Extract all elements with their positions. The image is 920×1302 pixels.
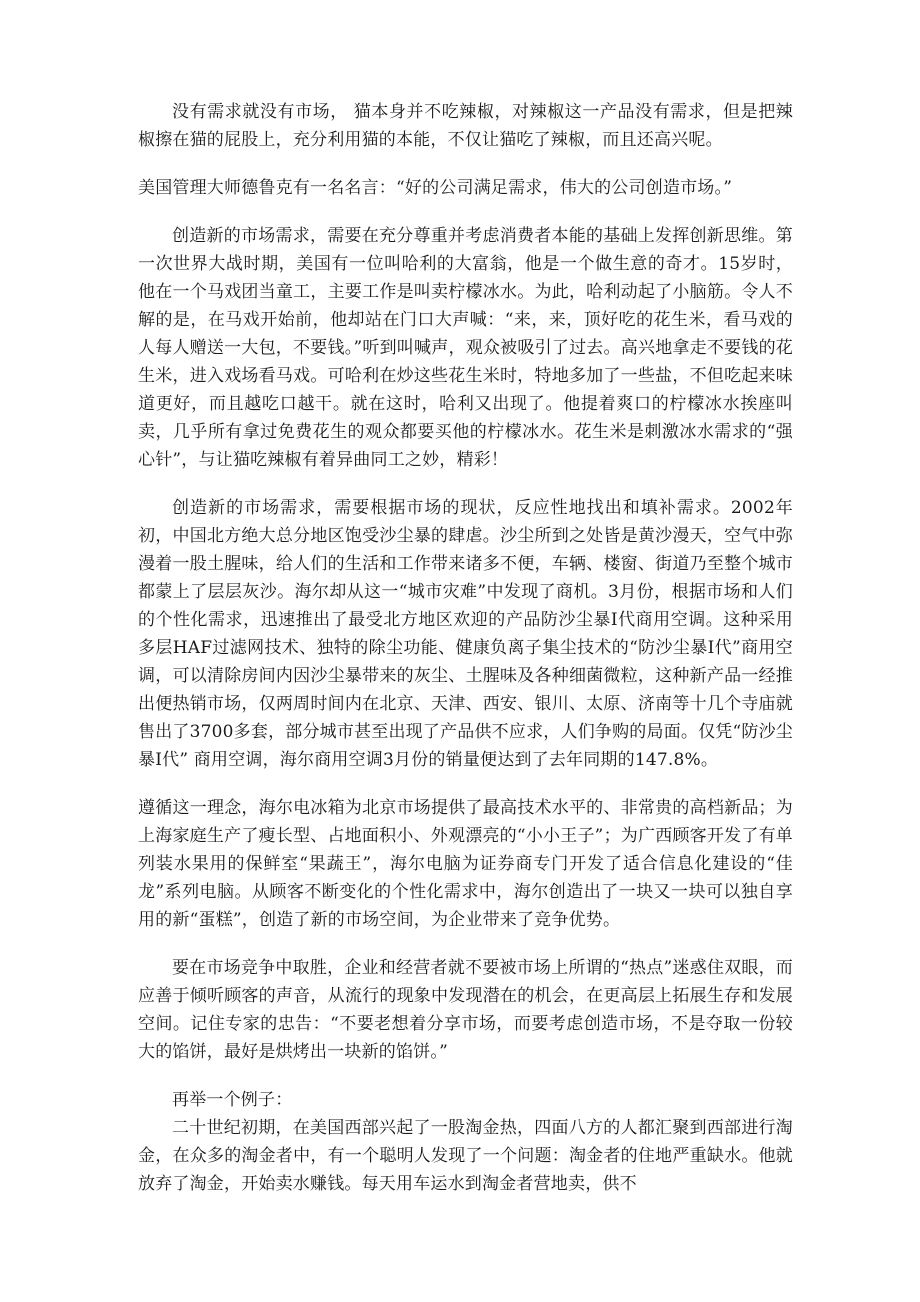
paragraph-haier-air-conditioner: 创造新的市场需求，需要根据市场的现状，反应性地找出和填补需求。2002年初，中国北方绝大总分地区饱受沙尘暴的肆虐。沙尘所到之处皆是黄沙漫天，空气中弥漫着一股土腥味，给人们的生活和工作带来诸多不便，车辆、楼窗、街道乃至整个城市都蒙上了层层灰沙。海尔却从这一“城市灾难”中发现了商机。3月份，根据市场和人们的个性化需求，迅速推出了最受北方地区欢迎的产品防沙尘暴Ⅰ代商用空调。这种采用多层HAF过滤网技术、独特的除尘功能、健康负离子集尘技术的“防沙尘暴Ⅰ代”商用空调，可以清除房间内因沙尘暴带来的灰尘、土腥味及各种细菌微粒，这种新产品一经推出便热销市场，仅两周时间内在北京、天津、西安、银川、太原、济南等十几个寺庙就售出了3700多套，部分城市甚至出现了产品供不应求，人们争购的局面。仅凭“防沙尘暴Ⅰ代” 商用空调，海尔商用空调3月份的销量便达到了去年同期的147.8%。 — [138, 498, 793, 770]
paragraph-haier-products: 遵循这一理念，海尔电冰箱为北京市场提供了最高技术水平的、非常贵的高档新品；为上海家庭生产了瘦长型、占地面积小、外观漂亮的“小小王子”；为广西顾客开发了有单列装水果用的保鲜室“果蔬王”，海尔电脑为证券商专门开发了适合信息化建设的“佳龙”系列电脑。从顾客不断变化的个性化需求中，海尔创造出了一块又一块可以独自享用的新“蛋糕”，创造了新的市场空间，为企业带来了竞争优势。 — [138, 798, 793, 930]
paragraph-no-demand-no-market: 没有需求就没有市场， 猫本身并不吃辣椒，对辣椒这一产品没有需求，但是把辣椒擦在猫的屁股上，充分利用猫的本能，不仅让猫吃了辣椒，而且还高兴呢。 — [138, 102, 793, 150]
paragraph-expert-advice: 要在市场竞争中取胜，企业和经营者就不要被市场上所谓的“热点”迷惑住双眼，而应善于倾听顾客的声音，从流行的现象中发现潜在的机会，在更高层上拓展生存和发展空间。记住专家的忠告：“不要老想着分享市场，而要考虑创造市场，不是夺取一份较大的馅饼，最好是烘烤出一块新的馅饼。” — [138, 958, 793, 1062]
paragraph-gold-rush: 二十世纪初期，在美国西部兴起了一股淘金热，四面八方的人都汇聚到西部进行淘金，在众多的淘金者中，有一个聪明人发现了一个问题：淘金者的住地严重缺水。他就放弃了淘金，开始卖水赚钱。每天用车运水到淘金者营地卖，供不 — [138, 1118, 793, 1194]
paragraph-another-example: 再举一个例子： — [172, 1090, 293, 1110]
paragraph-drucker-quote: 美国管理大师德鲁克有一名名言：“好的公司满足需求，伟大的公司创造市场。” — [138, 178, 733, 198]
document-page — [138, 98, 793, 1218]
paragraph-harry-peanuts: 创造新的市场需求，需要在充分尊重并考虑消费者本能的基础上发挥创新思维。第一次世界大战时期，美国有一位叫哈利的大富翁，他是一个做生意的奇才。15岁时，他在一个马戏团当童工，主要工作是叫卖柠檬冰水。为此，哈利动起了小脑筋。令人不解的是，在马戏开始前，他却站在门口大声喊：“来，来，顶好吃的花生米，看马戏的人每人赠送一大包，不要钱。”听到叫喊声，观众被吸引了过去。高兴地拿走不要钱的花生米，进入戏场看马戏。可哈利在炒这些花生米时，特地多加了一些盐，不但吃起来味道更好，而且越吃口越干。就在这时，哈利又出现了。他提着爽口的柠檬冰水挨座叫卖，几乎所有拿过免费花生的观众都要买他的柠檬冰水。花生米是刺激冰水需求的“强心针”，与让猫吃辣椒有着异曲同工之妙，精彩！ — [138, 226, 793, 470]
